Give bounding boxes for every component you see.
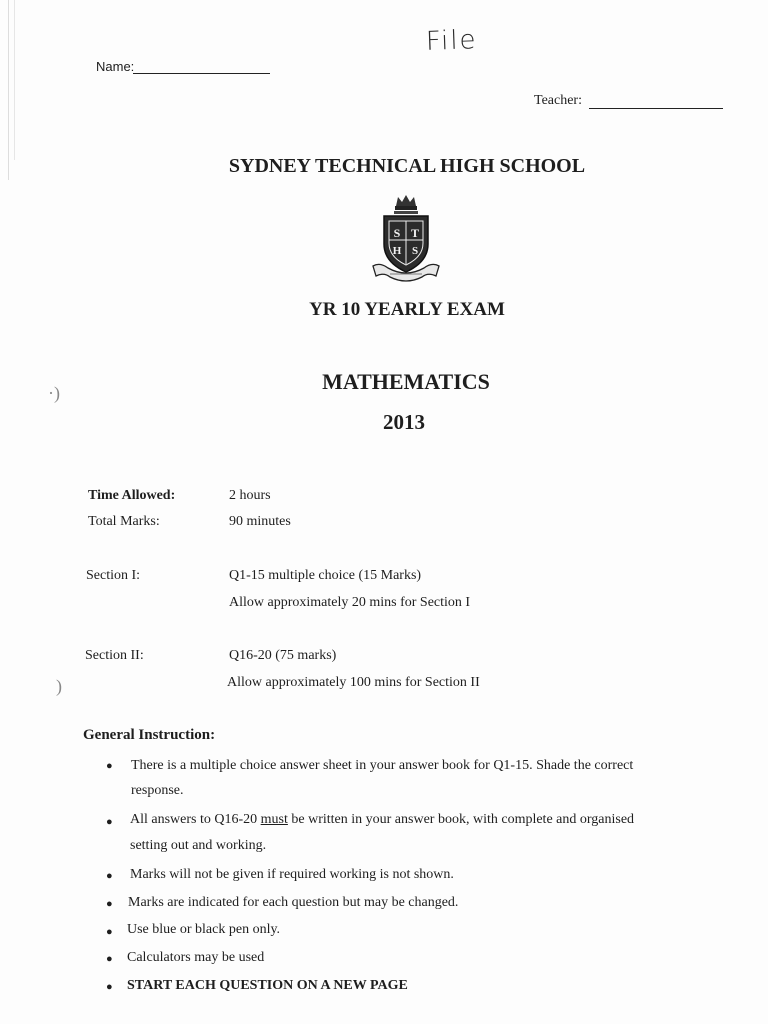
scan-margin-line [14, 0, 15, 160]
instruction-item: START EACH QUESTION ON A NEW PAGE [127, 978, 408, 993]
section2-time-note: Allow approximately 100 mins for Section II [227, 675, 480, 690]
section2-description: Q16-20 (75 marks) [229, 648, 337, 663]
instructions-heading: General Instruction: [83, 727, 216, 743]
instruction-item: Marks will not be given if required working is not shown. [130, 867, 454, 882]
instruction-item: All answers to Q16-20 must be written in your answer book, with complete and organised [130, 812, 635, 827]
instruction-item-continued: response. [131, 783, 184, 798]
bullet-icon: ● [106, 953, 113, 965]
scan-margin-line [8, 0, 9, 180]
instruction-item: Use blue or black pen only. [127, 922, 281, 937]
svg-text:T: T [410, 226, 420, 240]
name-field[interactable] [133, 73, 270, 74]
svg-text:S: S [411, 245, 419, 257]
instruction-item-continued: setting out and working. [130, 838, 267, 853]
total-marks-value: 90 minutes [229, 514, 291, 529]
instruction-item: Marks are indicated for each question but may be changed. [128, 895, 459, 910]
time-allowed-value: 2 hours [229, 488, 271, 503]
bullet-icon: ● [106, 981, 113, 993]
punch-hole-mark: ·) [48, 383, 60, 403]
time-allowed-label: Time Allowed: [88, 488, 176, 503]
section1-label: Section I: [86, 568, 141, 583]
teacher-label: Teacher: [534, 93, 582, 108]
school-crest-logo [370, 192, 442, 284]
punch-hole-mark: ) [56, 676, 62, 696]
subject-title: MATHEMATICS [322, 369, 490, 394]
instruction-item: Calculators may be used [127, 950, 265, 965]
svg-text:S: S [393, 226, 401, 240]
exam-title: YR 10 YEARLY EXAM [309, 299, 505, 320]
bullet-icon: ● [106, 926, 113, 938]
section1-time-note: Allow approximately 20 mins for Section I [229, 595, 471, 610]
total-marks-label: Total Marks: [88, 514, 160, 529]
section1-description: Q1-15 multiple choice (15 Marks) [229, 568, 422, 583]
teacher-field[interactable] [589, 108, 723, 109]
bullet-icon: ● [106, 816, 113, 828]
section2-label: Section II: [85, 648, 144, 663]
handwritten-note: File [425, 25, 479, 57]
instruction-item: There is a multiple choice answer sheet in your answer book for Q1-15. Shade the correct [131, 758, 634, 773]
bullet-icon: ● [106, 898, 113, 910]
bullet-icon: ● [106, 870, 113, 882]
school-name: SYDNEY TECHNICAL HIGH SCHOOL [228, 155, 586, 177]
svg-text:H: H [392, 245, 402, 257]
exam-year: 2013 [383, 410, 425, 434]
name-label: Name: [96, 59, 135, 74]
bullet-icon: ● [106, 760, 113, 772]
